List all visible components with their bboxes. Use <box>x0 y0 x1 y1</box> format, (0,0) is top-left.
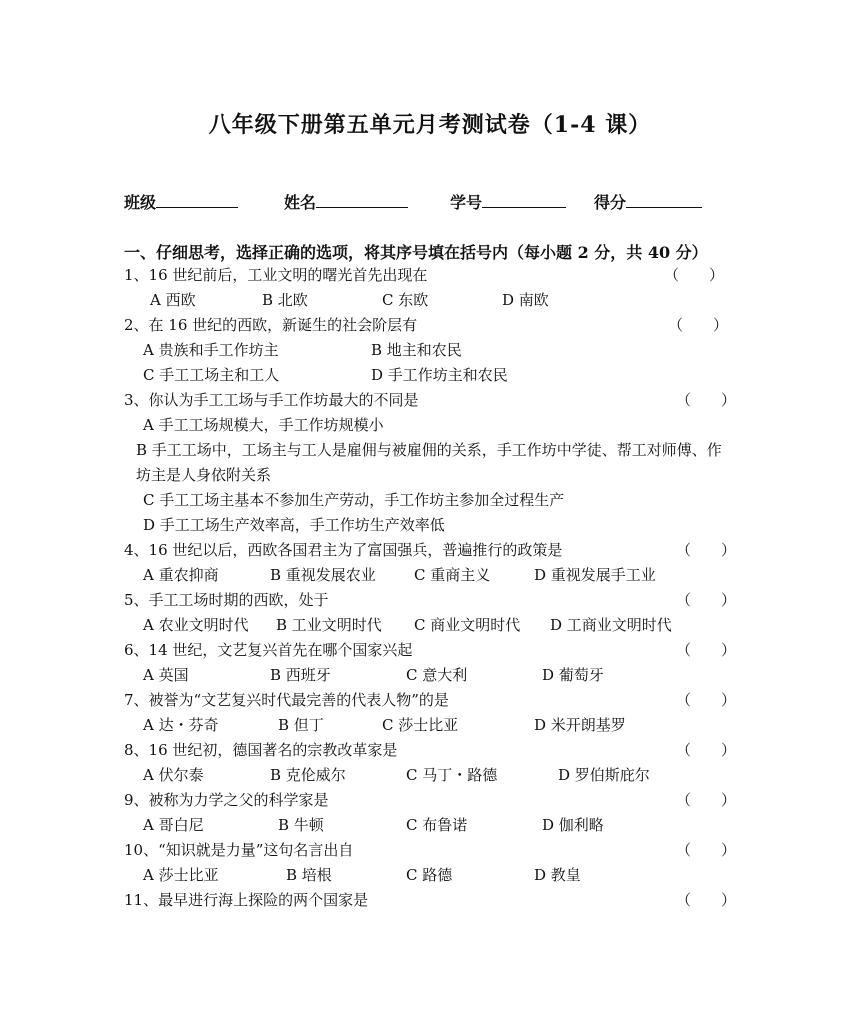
option-d: D 葡萄牙 <box>542 666 604 684</box>
question-1: 1、16 世纪前后，工业文明的曙光首先出现在 <box>124 266 428 284</box>
option-b: B 工业文明时代 <box>276 616 382 634</box>
answer-bracket[interactable]: （ ） <box>676 691 737 709</box>
question-5: 5、手工工场时期的西欧，处于 <box>124 591 329 609</box>
option-c: C 马丁・路德 <box>406 766 498 784</box>
question-4: 4、16 世纪以后，西欧各国君主为了富国强兵，普遍推行的政策是 <box>124 541 563 559</box>
option-b: B 牛顿 <box>278 816 324 834</box>
question-3: 3、你认为手工工场与手工作坊最大的不同是 <box>124 391 419 409</box>
option-c: C 莎士比亚 <box>382 716 459 734</box>
option-a: A 农业文明时代 <box>143 616 249 634</box>
answer-bracket[interactable]: （ ） <box>676 891 737 909</box>
answer-bracket[interactable]: （ ） <box>676 641 737 659</box>
option-b: B 西班牙 <box>270 666 331 684</box>
option-c: C 路德 <box>406 866 453 884</box>
option-a: A 达・芬奇 <box>143 716 219 734</box>
question-8: 8、16 世纪初，德国著名的宗教改革家是 <box>124 741 398 759</box>
answer-bracket[interactable]: （ ） <box>676 541 737 559</box>
number-field[interactable] <box>450 190 566 213</box>
question-10: 10、“知识就是力量”这句名言出自 <box>124 841 354 859</box>
option-a: A 哥白尼 <box>143 816 204 834</box>
option-c: C 重商主义 <box>414 566 491 584</box>
option-b: B 克伦威尔 <box>270 766 346 784</box>
option-b: B 手工工场中，工场主与工人是雇佣与被雇佣的关系，手工作坊中学徒、帮工对师傅、作坊主是人身依附关系 <box>136 441 722 484</box>
class-blank[interactable] <box>156 192 238 208</box>
option-d: D 手工工场生产效率高，手工作坊生产效率低 <box>143 516 445 534</box>
score-label: 得分 <box>594 193 627 212</box>
option-a: A 手工工场规模大，手工作坊规模小 <box>143 416 384 434</box>
option-a: A 伏尔泰 <box>143 766 204 784</box>
option-d: D 南欧 <box>502 291 549 309</box>
question-7: 7、被誉为“文艺复兴时代最完善的代表人物”的是 <box>124 691 449 709</box>
option-b: B 北欧 <box>262 291 308 309</box>
option-d: D 重视发展手工业 <box>534 566 656 584</box>
number-label: 学号 <box>450 193 483 212</box>
name-field[interactable] <box>284 190 408 213</box>
option-c: C 意大利 <box>406 666 468 684</box>
option-a: A 莎士比亚 <box>143 866 219 884</box>
question-6: 6、14 世纪，文艺复兴首先在哪个国家兴起 <box>124 641 413 659</box>
option-d: D 手工作坊主和农民 <box>371 366 508 384</box>
question-11: 11、最早进行海上探险的两个国家是 <box>124 891 369 909</box>
answer-bracket[interactable]: （ ） <box>676 791 737 809</box>
option-b: B 培根 <box>286 866 332 884</box>
number-blank[interactable] <box>482 192 566 208</box>
option-c: C 商业文明时代 <box>414 616 521 634</box>
option-d: D 伽利略 <box>542 816 604 834</box>
option-a: A 重农抑商 <box>143 566 219 584</box>
answer-bracket[interactable]: （ ） <box>676 391 737 409</box>
option-c: C 手工工场主基本不参加生产劳动，手工作坊主参加全过程生产 <box>143 491 565 509</box>
section-heading: 一、仔细思考，选择正确的选项，将其序号填在括号内（每小题 2 分，共 40 分） <box>124 243 708 262</box>
option-c: C 手工工场主和工人 <box>143 366 280 384</box>
question-9: 9、被称为力学之父的科学家是 <box>124 791 329 809</box>
option-c: C 东欧 <box>382 291 429 309</box>
exam-title: 八年级下册第五单元月考测试卷（1-4 课） <box>208 112 652 138</box>
option-d: D 米开朗基罗 <box>534 716 626 734</box>
option-a: A 贵族和手工作坊主 <box>143 341 279 359</box>
option-a: A 西欧 <box>150 291 196 309</box>
option-d: D 罗伯斯庇尔 <box>558 766 650 784</box>
answer-bracket[interactable]: （ ） <box>664 266 725 284</box>
option-a: A 英国 <box>143 666 189 684</box>
option-d: D 工商业文明时代 <box>550 616 672 634</box>
option-d: D 教皇 <box>534 866 581 884</box>
name-blank[interactable] <box>316 192 408 208</box>
class-field[interactable] <box>124 190 238 213</box>
option-c: C 布鲁诺 <box>406 816 468 834</box>
answer-bracket[interactable]: （ ） <box>676 741 737 759</box>
class-label: 班级 <box>124 193 157 212</box>
name-label: 姓名 <box>284 193 317 212</box>
score-blank[interactable] <box>626 192 702 208</box>
option-b: B 但丁 <box>278 716 324 734</box>
option-b: B 地主和农民 <box>371 341 462 359</box>
score-field[interactable] <box>594 190 702 213</box>
answer-bracket[interactable]: （ ） <box>676 591 737 609</box>
question-2: 2、在 16 世纪的西欧，新诞生的社会阶层有 <box>124 316 418 334</box>
answer-bracket[interactable]: （ ） <box>668 316 729 334</box>
option-b: B 重视发展农业 <box>270 566 376 584</box>
answer-bracket[interactable]: （ ） <box>676 841 737 859</box>
